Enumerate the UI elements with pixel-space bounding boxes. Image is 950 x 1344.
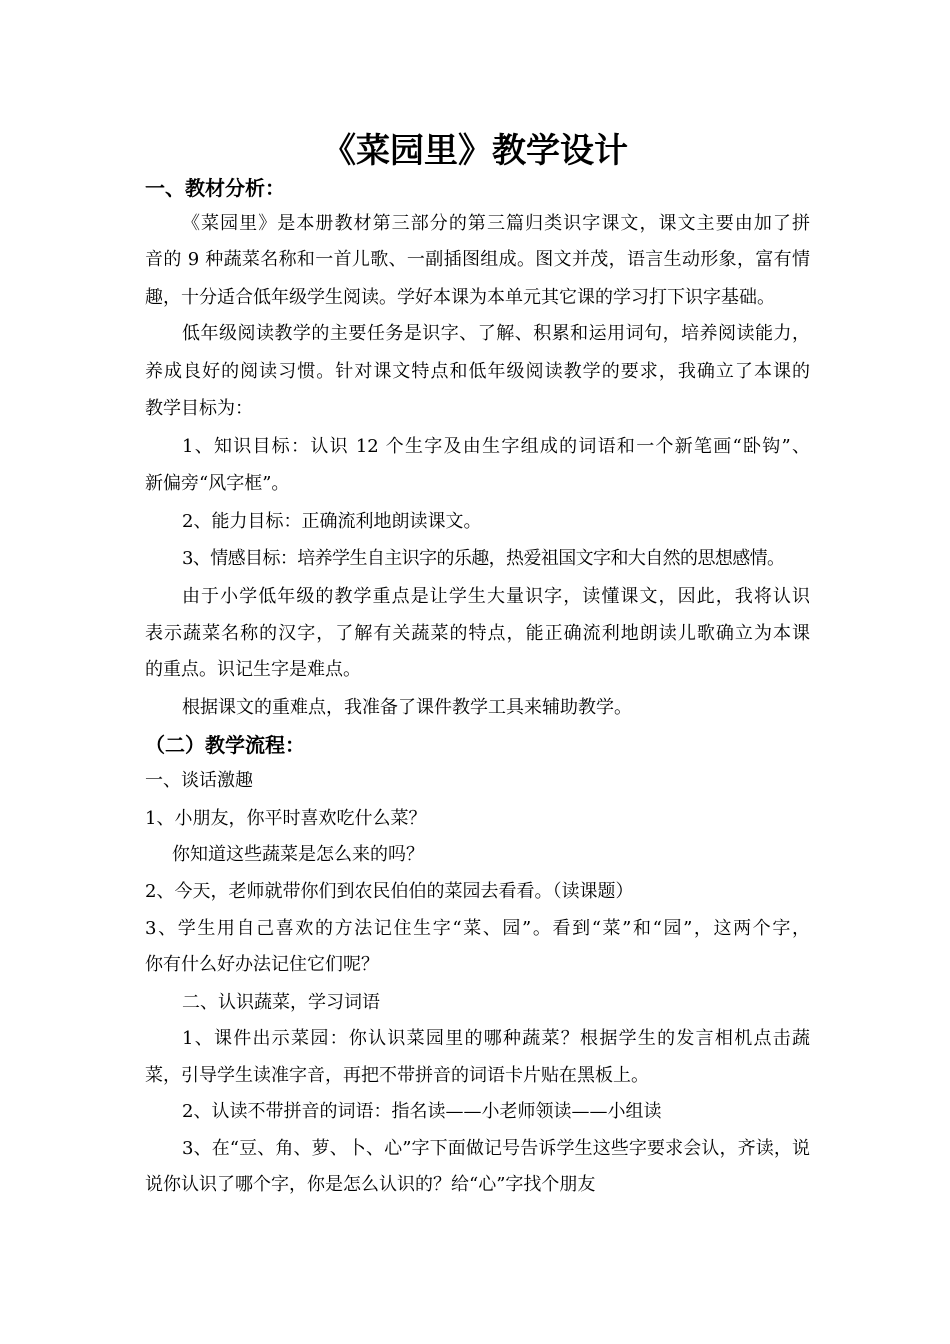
goal-ability: 2、能力目标：正确流利地朗读课文。 xyxy=(182,511,482,532)
paragraph-line: 的重点。识记生字是难点。 xyxy=(145,659,361,680)
step-item: 2、认读不带拼音的词语：指名读——小老师领读——小组读 xyxy=(182,1101,662,1122)
step-item: 3、学生用自己喜欢的方法记住生字“菜、园”。看到“菜”和“园”，这两个字， xyxy=(145,918,810,939)
paragraph-line: 趣，十分适合低年级学生阅读。学好本课为本单元其它课的学习打下识字基础。 xyxy=(145,287,775,308)
step-item: 2、今天，老师就带你们到农民伯伯的菜园去看看。（读课题） xyxy=(145,881,634,902)
paragraph-line: 音的 9 种蔬菜名称和一首儿歌、一副插图组成。图文并茂，语言生动形象，富有情 xyxy=(145,249,810,270)
step-item: 你知道这些蔬菜是怎么来的吗？ xyxy=(172,844,424,865)
step-item: 3、在“豆、角、萝、卜、心”字下面做记号告诉学生这些字要求会认，齐读，说 xyxy=(182,1138,810,1159)
paragraph-line: 《菜园里》是本册教材第三部分的第三篇归类识字课文，课文主要由加了拼 xyxy=(182,213,810,234)
paragraph-line: 表示蔬菜名称的汉字，了解有关蔬菜的特点，能正确流利地朗读儿歌确立为本课 xyxy=(145,623,810,644)
step-item: 菜，引导学生读准字音，再把不带拼音的词语卡片贴在黑板上。 xyxy=(145,1065,649,1086)
step-item: 1、小朋友，你平时喜欢吃什么菜？ xyxy=(145,808,427,829)
section-heading-process: （二）教学流程： xyxy=(145,733,305,757)
step-item: 1、课件出示菜园：你认识菜园里的哪种蔬菜？根据学生的发言相机点击蔬 xyxy=(182,1028,810,1049)
paragraph-line: 根据课文的重难点，我准备了课件教学工具来辅助教学。 xyxy=(182,697,632,718)
paragraph-line: 低年级阅读教学的主要任务是识字、了解、积累和运用词句，培养阅读能力， xyxy=(182,323,810,344)
section-heading-analysis: 一、教材分析： xyxy=(145,176,285,200)
step-title: 一、谈话激趣 xyxy=(145,770,253,791)
goal-emotion: 3、情感目标：培养学生自主识字的乐趣，热爱祖国文字和大自然的思想感情。 xyxy=(182,548,785,569)
paragraph-line: 养成良好的阅读习惯。针对课文特点和低年级阅读教学的要求，我确立了本课的 xyxy=(145,361,810,382)
step-title: 二、认识蔬菜，学习词语 xyxy=(182,992,380,1013)
paragraph-line: 教学目标为： xyxy=(145,398,253,419)
step-item: 你有什么好办法记住它们呢？ xyxy=(145,954,379,975)
paragraph-line: 由于小学低年级的教学重点是让学生大量识字，读懂课文，因此，我将认识 xyxy=(182,586,810,607)
document-title: 《菜园里》教学设计 xyxy=(322,131,628,171)
step-item: 说你认识了哪个字，你是怎么认识的？给“心”字找个朋友 xyxy=(145,1174,596,1195)
goal-knowledge-cont: 新偏旁“风字框”。 xyxy=(145,473,290,494)
goal-knowledge: 1、知识目标：认识 12 个生字及由生字组成的词语和一个新笔画“卧钩”、 xyxy=(182,436,810,457)
